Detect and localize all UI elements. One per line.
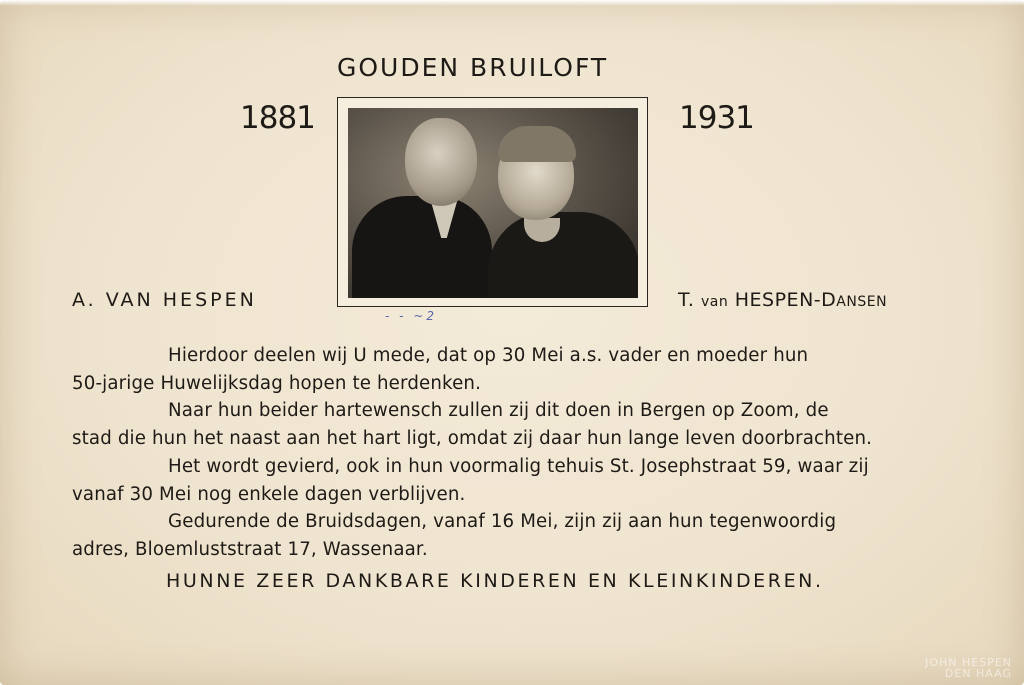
paragraph-4-line-1: Gedurende de Bruidsdagen, vanaf 16 Mei, zijn zij aan hun tegenwoordig bbox=[168, 511, 837, 532]
wife-name-dash: - bbox=[813, 289, 822, 311]
wife-name-initial: T. bbox=[678, 289, 695, 311]
watermark-line-2: DEN HAAG bbox=[944, 667, 1012, 680]
couple-photo bbox=[348, 108, 638, 298]
wife-name-ansen: ANSEN bbox=[836, 294, 888, 310]
woman-hair bbox=[498, 126, 576, 162]
year-left: 1881 bbox=[240, 100, 315, 136]
wife-name-van: van bbox=[700, 294, 729, 310]
paragraph-2-line-1: Naar hun beider hartewensch zullen zij dit doen in Bergen op Zoom, de bbox=[168, 400, 829, 421]
card-title: GOUDEN BRUILOFT bbox=[337, 53, 609, 82]
woman-figure bbox=[488, 212, 638, 298]
paragraph-2-line-2: stad die hun het naast aan het hart ligt, omdat zij daar hun lange leven doorbrachten. bbox=[72, 428, 873, 449]
wife-name-hespen: HESPEN bbox=[734, 289, 814, 311]
man-face bbox=[405, 118, 477, 206]
watermark-line-1: JOHN HESPEN bbox=[925, 656, 1012, 669]
paragraph-1-line-1: Hierdoor deelen wij U mede, dat op 30 Mei a.s. vader en moeder hun bbox=[168, 345, 809, 366]
wife-name-d: D bbox=[821, 289, 837, 311]
paragraph-3-line-2: vanaf 30 Mei nog enkele dagen verblijven. bbox=[72, 484, 466, 505]
paragraph-4 bbox=[72, 508, 917, 564]
year-right: 1931 bbox=[679, 100, 754, 136]
wife-name bbox=[678, 289, 887, 311]
paragraph-3 bbox=[72, 453, 917, 509]
closing-signature: HUNNE ZEER DANKBARE KINDEREN EN KLEINKINDEREN. bbox=[166, 570, 824, 592]
watermark bbox=[925, 657, 1012, 679]
man-figure bbox=[352, 196, 492, 298]
pencil-mark: - - ~2 bbox=[385, 309, 437, 323]
paragraph-2 bbox=[72, 397, 917, 453]
photo-frame bbox=[337, 97, 648, 307]
husband-name: A. VAN HESPEN bbox=[72, 289, 257, 311]
paragraph-1-line-2: 50-jarige Huwelijksdag hopen te herdenken. bbox=[72, 373, 482, 394]
paragraph-1 bbox=[72, 342, 917, 398]
paragraph-4-line-2: adres, Bloemluststraat 17, Wassenaar. bbox=[72, 539, 428, 560]
paragraph-3-line-1: Het wordt gevierd, ook in hun voormalig tehuis St. Josephstraat 59, waar zij bbox=[168, 456, 869, 477]
